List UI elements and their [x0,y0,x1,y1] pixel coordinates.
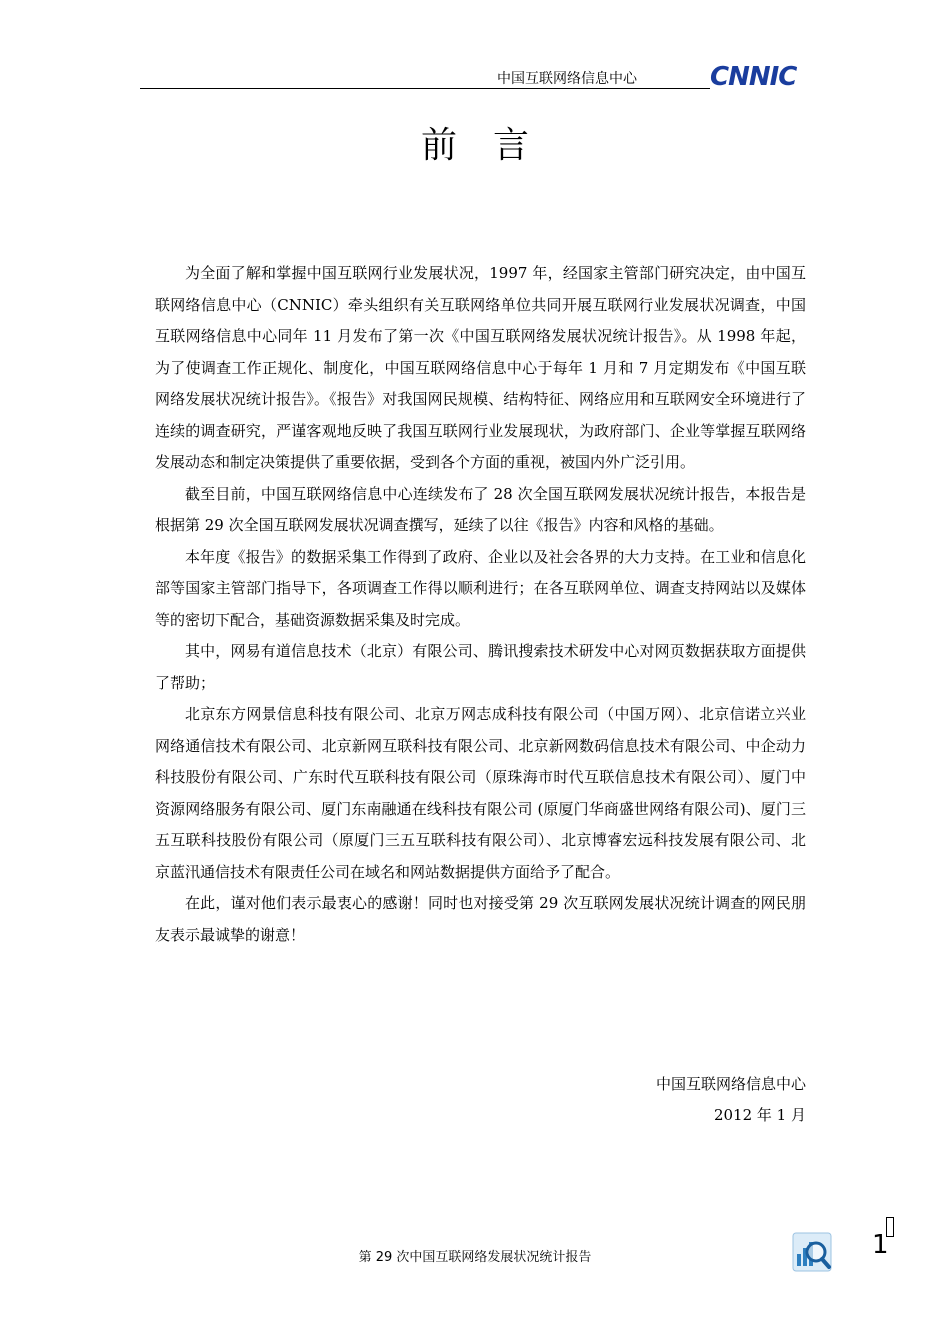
header-rule [140,88,710,89]
paragraph-2: 截至目前，中国互联网络信息中心连续发布了 28 次全国互联网发展状况统计报告，本报告是根据第 29 次全国互联网发展状况调查撰写，延续了以往《报告》内容和风格的基础。 [155,484,806,534]
logo-text: CNNIC [710,62,797,89]
cnnic-logo [708,61,800,89]
signature-block [656,1069,806,1131]
paragraph-5: 北京东方网景信息科技有限公司、北京万网志成科技有限公司（中国万网）、北京信诺立兴业网络通信技术有限公司、北京新网互联科技有限公司、北京新网数码信息技术有限公司、中企动力科技股份有限公司、广东时代互联科技有限公司（原珠海市时代互联信息技术有限公司）、厦门中资源网络服务有限公司、厦门东南融通在线科技有限公司 (原厦门华商盛世网络有限公司)、厦门三五互联科技股份有限公司（原厦门三五互联科技有限公司）、北京博睿宏远科技发展有限公司、北京蓝汛通信技术有限责任公司在域名和网站数据提供方面给予了配合。 [155,705,806,881]
paragraph-4: 其中，网易有道信息技术（北京）有限公司、腾讯搜索技术研发中心对网页数据获取方面提供了帮助； [155,642,806,692]
signature-date: 2012 年 1 月 [713,1106,806,1124]
header-org-name: 中国互联网络信息中心 [497,71,637,87]
paragraph-6: 在此，谨对他们表示最衷心的感谢！同时也对接受第 29 次互联网发展状况统计调查的网民朋友表示最诚挚的谢意！ [155,894,806,944]
magnifier-chart-icon [792,1232,832,1272]
page-number-box-glyph [886,1217,894,1237]
signature-org: 中国互联网络信息中心 [655,1075,806,1093]
paragraph-3: 本年度《报告》的数据采集工作得到了政府、企业以及社会各界的大力支持。在工业和信息化部等国家主管部门指导下，各项调查工作得以顺利进行；在各互联网单位、调查支持网站以及媒体等的密切下配合，基础资源数据采集及时完成。 [155,547,806,629]
footer-report-name: 第 29 次中国互联网络发展状况统计报告 [358,1250,592,1265]
preface-body [155,258,806,951]
page-title: 前言 [420,125,565,166]
paragraph-1: 为全面了解和掌握中国互联网行业发展状况，1997 年，经国家主管部门研究决定，由中国互联网络信息中心（CNNIC）牵头组织有关互联网络单位共同开展互联网行业发展状况调查，中国互联网络信息中心同年 11 月发布了第一次《中国互联网络发展状况统计报告》。从 1998 年起，为了使调查工作正规化、制度化，中国互联网络信息中心于每年 1 月和 7 月定期发布《中国互联网络发展状况统计报告》。《报告》对我国网民规模、结构特征、网络应用和互联网安全环境进行了连续的调查研究，严谨客观地反映了我国互联网行业发展现状，为政府部门、企业等掌握互联网络发展动态和制定决策提供了重要依据，受到各个方面的重视，被国内外广泛引用。 [155,264,806,471]
page-number: 1 [872,1230,889,1260]
